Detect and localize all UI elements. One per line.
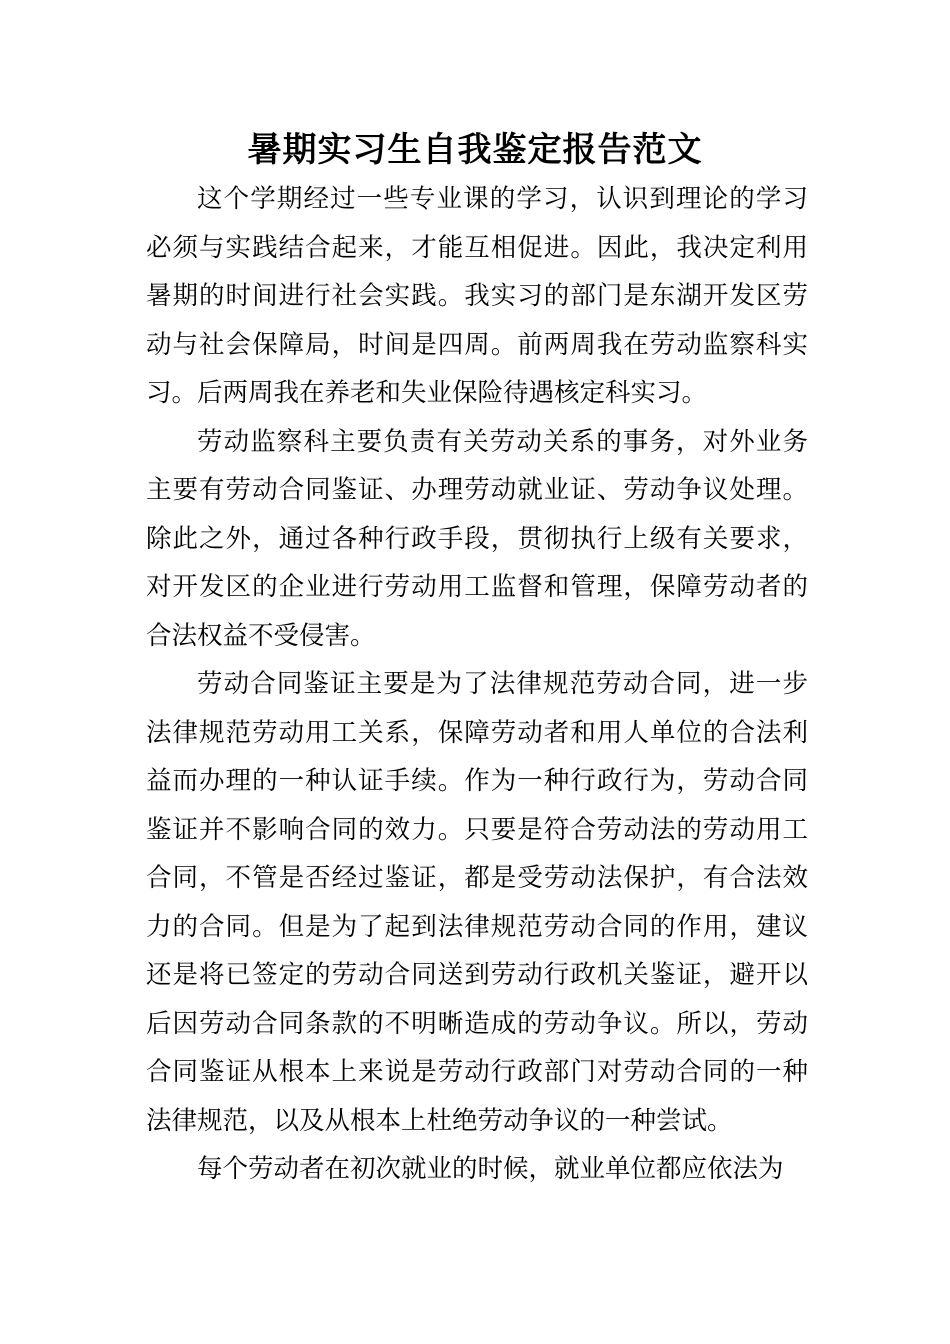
paragraph-1: 这个学期经过一些专业课的学习，认识到理论的学习必须与实践结合起来，才能互相促进。因此，我决定利用暑期的时间进行社会实践。我实习的部门是东湖开发区劳动与社会保障局，时间是四周。前两周我在劳动监察科实习。后两周我在养老和失业保险待遇核定科实习。 — [146, 184, 808, 408]
paragraph-3: 劳动合同鉴证主要是为了法律规范劳动合同，进一步法律规范劳动用工关系，保障劳动者和用人单位的合法利益而办理的一种认证手续。作为一种行政行为，劳动合同鉴证并不影响合同的效力。只要是符合劳动法的劳动用工合同，不管是否经过鉴证，都是受劳动法保护，有合法效力的合同。但是为了起到法律规范劳动合同的作用，建议还是将已签定的劳动合同送到劳动行政机关鉴证，避开以后因劳动合同条款的不明晰造成的劳动争议。所以，劳动合同鉴证从根本上来说是劳动行政部门对劳动合同的一种法律规范，以及从根本上杜绝劳动争议的一种尝试。 — [146, 669, 808, 1136]
document-body — [146, 175, 808, 1194]
paragraph-2: 劳动监察科主要负责有关劳动关系的事务，对外业务主要有劳动合同鉴证、办理劳动就业证、劳动争议处理。除此之外，通过各种行政手段，贯彻执行上级有关要求，对开发区的企业进行劳动用工监督和管理，保障劳动者的合法权益不受侵害。 — [146, 426, 808, 651]
paragraph-4: 每个劳动者在初次就业的时候，就业单位都应依法为 — [197, 1154, 784, 1184]
document-title: 暑期实习生自我鉴定报告范文 — [247, 130, 703, 170]
